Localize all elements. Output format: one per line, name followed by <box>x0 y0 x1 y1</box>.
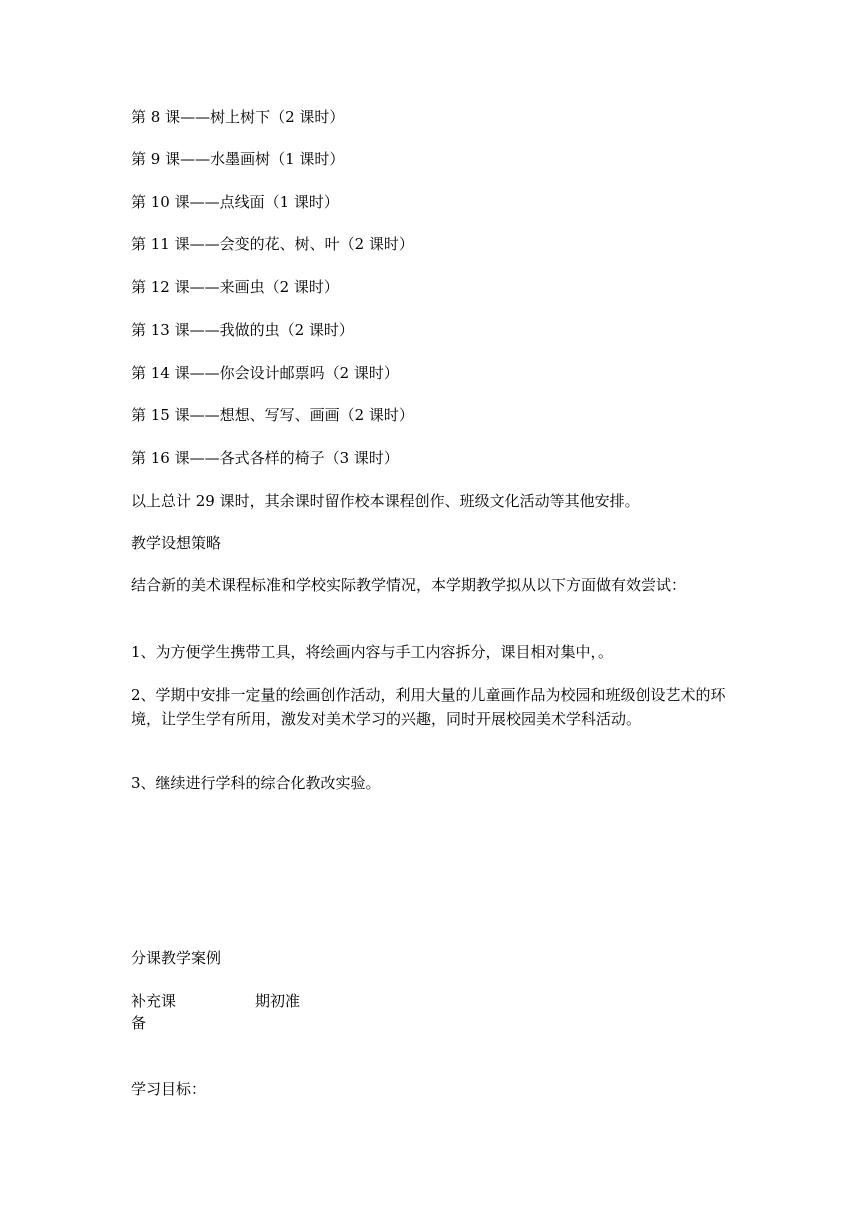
lesson-item: 第 15 课——想想、写写、画画（2 课时） <box>131 406 414 424</box>
summary-text: 以上总计 29 课时，其余课时留作校本课程创作、班级文化活动等其他安排。 <box>131 492 640 510</box>
objective-label: 学习目标： <box>131 1080 207 1098</box>
lesson-item: 第 9 课——水墨画树（1 课时） <box>131 150 345 168</box>
lesson-item: 第 13 课——我做的虫（2 课时） <box>131 321 354 339</box>
strategy-item: 2、学期中安排一定量的绘画创作活动，利用大量的儿童画作品为校园和班级创设艺术的环境，让学生学有所用，激发对美术学习的兴趣，同时开展校园美术学科活动。 <box>131 686 726 728</box>
lesson-item: 第 11 课——会变的花、树、叶（2 课时） <box>131 235 414 253</box>
strategy-heading: 教学设想策略 <box>131 534 222 552</box>
case-table-cell-1-line2: 备 <box>131 1014 147 1032</box>
case-heading: 分课教学案例 <box>131 949 222 967</box>
lesson-item: 第 8 课——树上树下（2 课时） <box>131 108 345 126</box>
lesson-item: 第 16 课——各式各样的椅子（3 课时） <box>131 449 399 467</box>
strategy-item: 3、继续进行学科的综合化教改实验。 <box>131 774 381 792</box>
lesson-item: 第 12 课——来画虫（2 课时） <box>131 278 339 296</box>
lesson-item: 第 10 课——点线面（1 课时） <box>131 193 339 211</box>
case-table-cell-2: 期初准 <box>255 992 301 1010</box>
case-table-cell-1 <box>131 990 176 1034</box>
strategy-item: 1、为方便学生携带工具，将绘画内容与手工内容拆分，课目相对集中，。 <box>131 643 614 661</box>
case-table-cell-1-line1: 补充课 <box>131 992 177 1010</box>
lesson-item: 第 14 课——你会设计邮票吗（2 课时） <box>131 364 399 382</box>
strategy-intro: 结合新的美术课程标准和学校实际教学情况，本学期教学拟从以下方面做有效尝试： <box>131 576 687 594</box>
